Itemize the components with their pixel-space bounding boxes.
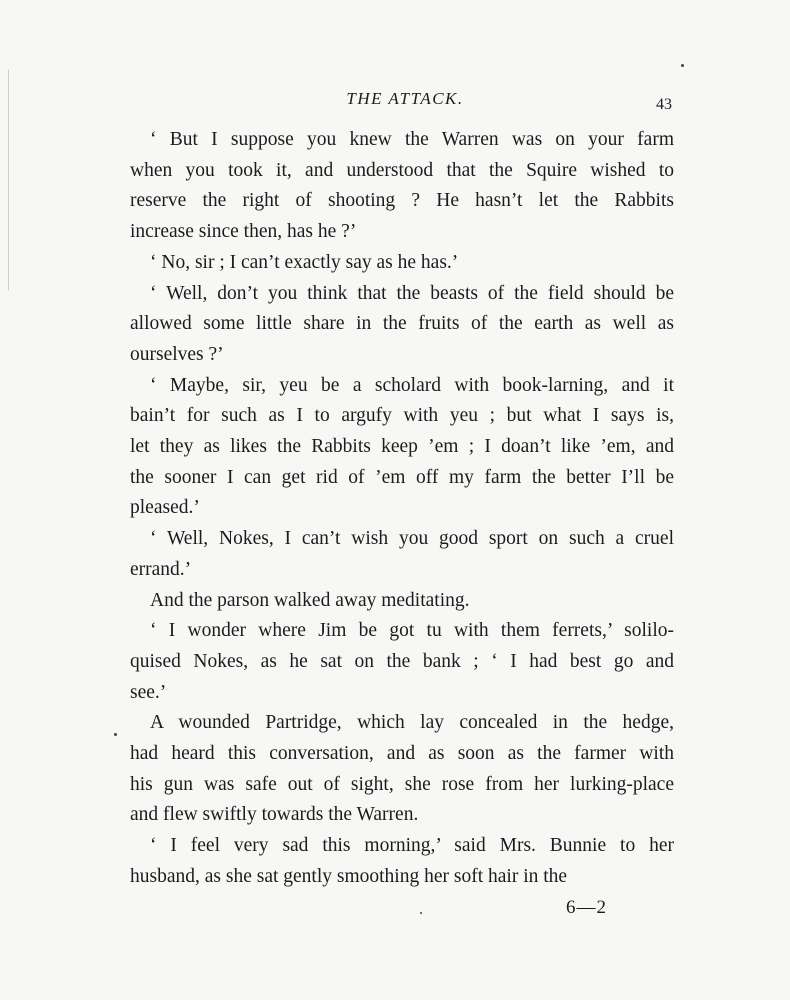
text-line: had heard this conversation, and as soon as the farmer with [130,743,674,765]
text-line: ‘ No, sir ; I can’t exactly say as he has.’ [150,251,459,273]
text-line: allowed some little share in the fruits of the earth as well as [130,313,674,335]
text-line: ‘ I wonder where Jim be got tu with them ferrets,’ solilo- [150,620,674,642]
text-line: ourselves ?’ [130,343,224,365]
paragraph [130,708,674,831]
text-line: errand.’ [130,558,192,580]
speck [420,912,422,914]
signature-mark: 6—2 [566,897,607,918]
paragraph [130,125,674,248]
text-line: ‘ I feel very sad this morning,’ said Mrs. Bunnie to her [150,835,674,857]
text-line: husband, as she sat gently smoothing her soft hair in the [130,865,568,887]
text-line: ‘ Maybe, sir, yeu be a scholard with book-larning, and it [150,374,674,396]
paragraph [130,279,674,371]
text-line: and flew swiftly towards the Warren. [130,804,419,826]
text-line: pleased.’ [130,497,200,519]
paragraph [130,586,674,617]
body-text [130,125,674,893]
text-line: bain’t for such as I to argufy with yeu ; but what I says is, [130,405,674,427]
paragraph [130,371,674,525]
text-line: reserve the right of shooting ? He hasn’t let the Rabbits [130,190,674,212]
paragraph [130,831,674,892]
text-line: ‘ But I suppose you knew the Warren was on your farm [150,129,674,150]
text-line: increase since then, has he ?’ [130,221,357,243]
text-line: ‘ Well, Nokes, I can’t wish you good sport on such a cruel [150,528,674,550]
text-line: And the parson walked away meditating. [150,589,470,611]
paragraph [130,524,674,585]
paragraph [130,616,674,708]
running-title: THE ATTACK. [346,89,464,108]
text-line: quised Nokes, as he sat on the bank ; ‘ I had best go and [130,650,674,672]
text-line: ‘ Well, don’t you think that the beasts of the field should be [150,282,674,304]
text-line: let they as likes the Rabbits keep ’em ; I doan’t like ’em, and [130,436,674,458]
speck [114,733,117,736]
text-line: see.’ [130,681,167,703]
text-line: A wounded Partridge, which lay concealed in the hedge, [150,712,674,734]
text-line: the sooner I can get rid of ’em off my farm the better I’ll be [130,466,674,488]
page-number: 43 [656,96,672,113]
speck [681,64,684,67]
text-line: his gun was safe out of sight, she rose from her lurking-place [130,773,674,795]
paragraph [130,248,674,279]
text-line: when you took it, and understood that the Squire wished to [130,159,674,181]
